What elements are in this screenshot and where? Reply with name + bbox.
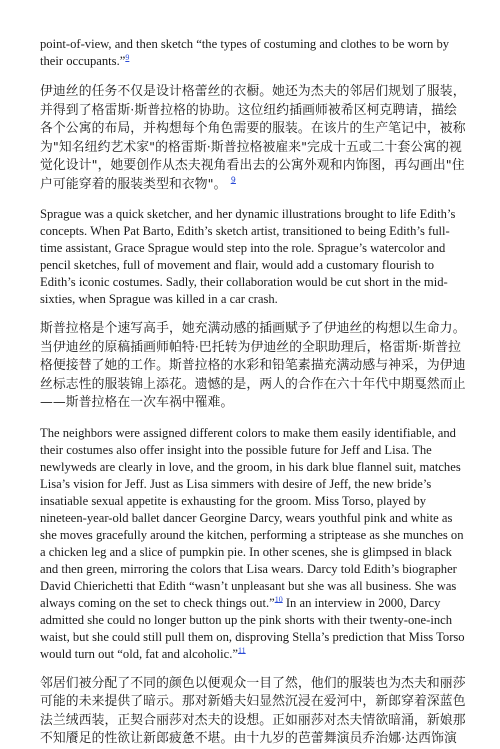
paragraph-text: point-of-view, and then sketch “the types of costuming and clothes to be worn by their occupants.” <box>40 37 450 68</box>
paragraph-en-2: Sprague was a quick sketcher, and her dynamic illustrations brought to life Edith’s concepts. When Pat Barto, Edith’s sketch artist, transitioned to being Edith’s full-time assistant, Grace Sprague would step into the role. Sprague’s watercolor and pencil sketches, full of movement and flair, would add a customary flourish to Edith’s iconic costumes. Sadly, their collaboration would be cut short in the mid-sixties, when Sprague was killed in a car crash. <box>40 207 456 306</box>
footnote-link-9[interactable]: 9 <box>125 52 130 62</box>
footnote-link-9-zh[interactable]: 9 <box>230 175 236 185</box>
paragraph-text: The neighbors were assigned different colors to make them easily identifiable, and their costumes also offer insight into the possible future for Jeff and Lisa. The newlyweds are clearly in love, and the groom, in his dark blue flannel suit, matches Lisa’s vision for Jeff. Just as Lisa simmers with desire of Jeff, the new bride’s insatiable sexual appetite is exhausting for the groom. Miss Torso, played by nineteen-year-old ballet dancer Georgine Darcy, wears youthful pink and white as she moves gracefully around the kitchen, performing a striptease as she munches on a chicken leg and a slice of pumpkin pie. In other scenes, she is glimpsed in black and then green, mirroring the colors that Lisa wears. Darcy told Edith’s biographer David Chierichetti that Edith “wasn’t unpleasant but she was all business. She was always coming on the set to check things out.” <box>40 425 464 610</box>
paragraph-zh-1 <box>40 83 466 194</box>
footnote-ref <box>125 53 129 62</box>
footnote-link-10[interactable]: 10 <box>274 594 283 604</box>
footnote-link-11[interactable]: 11 <box>237 645 246 655</box>
paragraph-zh-3: 邻居们被分配了不同的颜色以便观众一目了然，他们的服装也为杰夫和丽莎可能的未来提供了暗示。那对新婚夫妇显然沉浸在爱河中，新郎穿着深蓝色法兰绒西装，正契合丽莎对杰夫的设想。正如丽莎对杰夫情欲暗涌，新娘那不知餍足的性欲让新郎疲惫不堪。由十九岁的芭蕾舞演员乔治娜·达西饰演 <box>40 675 466 746</box>
paragraph-zh-2: 斯普拉格是个速写高手，她充满动感的插画赋予了伊迪丝的构想以生命力。当伊迪丝的原稿插画师帕特·巴托转为伊迪丝的全职助理后，格雷斯·斯普拉格便接替了她的工作。斯普拉格的水彩和铅笔素描充满动感与神采，为伊迪丝标志性的服装锦上添花。遗憾的是，两人的合作在六十年代中期戛然而止——斯普拉格在一次车祸中罹难。 <box>40 321 466 410</box>
footnote-ref <box>231 175 236 184</box>
footnote-ref <box>238 645 246 654</box>
footnote-ref <box>275 594 283 603</box>
paragraph-en-1 <box>40 0 466 70</box>
paragraph-en-3 <box>40 425 466 663</box>
paragraph-text: In an interview in 2000, Darcy admitted she could no longer button up the pink shorts with their twenty-one-inch waist, but she could still pull them on, disproving Stella’s prediction that Miss Torso would turn out “old, fat and alcoholic.” <box>40 595 465 661</box>
paragraph-text: 伊迪丝的任务不仅是设计格蕾丝的衣橱。她还为杰夫的邻居们规划了服装，并得到了格雷斯·斯普拉格的协助。这位纽约插画师被希区柯克聘请，描绘各个公寓的布局，并构想每个角色需要的服装。在该片的生产笔记中，被称为"知名纽约艺术家"的格雷斯·斯普拉格被雇来"完成十五或二十套公寓的视觉化设计"，她要创作从杰夫视角看出去的公寓外观和内饰图，再勾画出"住户可能穿着的服装类型和衣物"。 <box>40 84 466 192</box>
